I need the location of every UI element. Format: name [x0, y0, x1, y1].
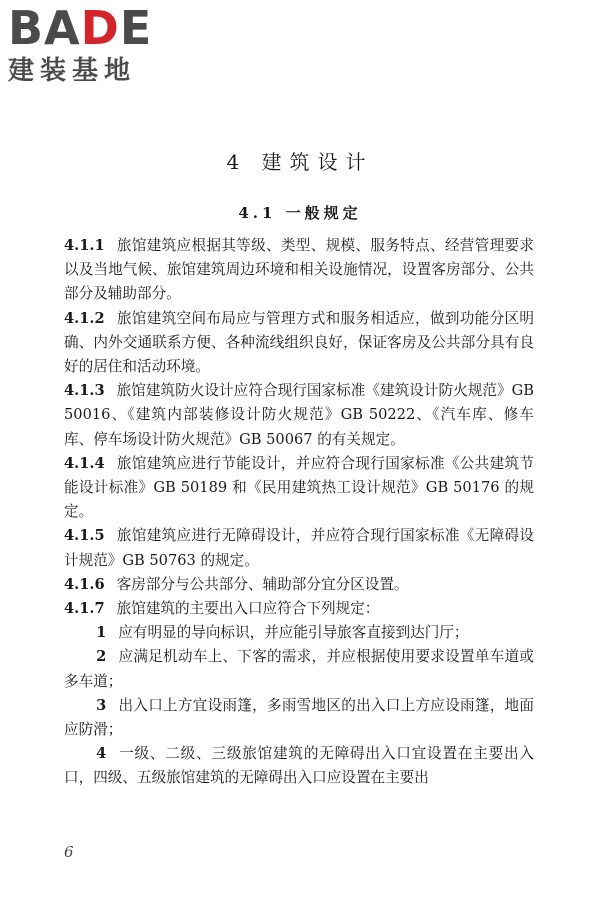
page-number: 6 [64, 843, 74, 861]
item-number: 4 [96, 745, 107, 763]
list-item [64, 645, 534, 693]
clause-4-1-1 [64, 234, 534, 307]
bade-logo [8, 1, 178, 90]
item-text: 出入口上方宜设雨篷，多雨雪地区的出入口上方应设雨篷，地面应防滑； [64, 696, 534, 739]
clause-number: 4.1.6 [64, 575, 105, 593]
document-body [64, 234, 534, 791]
clause-text: 旅馆建筑应进行节能设计，并应符合现行国家标准《公共建筑节能设计标准》GB 50189 和《民用建筑热工设计规范》GB 50176 的规定。 [64, 454, 534, 521]
clause-text: 旅馆建筑的主要出入口应符合下列规定： [116, 600, 380, 618]
logo-wordmark [8, 1, 178, 55]
logo-word-left: BA [8, 1, 81, 55]
item-number: 2 [96, 648, 107, 666]
item-number: 3 [96, 696, 107, 714]
clause-number: 4.1.1 [64, 237, 105, 254]
list-item [64, 621, 534, 645]
item-text: 应满足机动车上、下客的需求，并应根据使用要求设置单车道或多车道； [64, 648, 534, 690]
logo-word-accent: D [80, 1, 120, 55]
clause-number: 4.1.7 [64, 600, 105, 618]
clause-text: 客房部分与公共部分、辅助部分宜分区设置。 [116, 575, 409, 593]
clause-4-1-3 [64, 379, 534, 452]
list-item [64, 694, 534, 742]
clause-4-1-4 [64, 452, 534, 525]
section-title: 4.1 一般规定 [238, 204, 362, 222]
item-text: 应有明显的导向标识，并应能引导旅客直接到达门厅； [118, 624, 469, 642]
clause-4-1-5 [64, 524, 534, 572]
clause-number: 4.1.5 [64, 527, 105, 545]
clause-text: 旅馆建筑防火设计应符合现行国家标准《建筑设计防火规范》GB 50016、《建筑内部装修设计防火规范》GB 50222、《汽车库、修车库、停车场设计防火规范》GB 50067 的有关规定。 [64, 382, 534, 448]
list-item [64, 742, 534, 790]
clause-4-1-7 [64, 597, 534, 621]
item-number: 1 [96, 624, 107, 642]
clause-text: 旅馆建筑应根据其等级、类型、规模、服务特点、经营管理要求以及当地气候、旅馆建筑周边环境和相关设施情况，设置客房部分、公共部分及辅助部分。 [64, 237, 534, 303]
logo-word-right: E [119, 1, 153, 55]
item-text: 一级、二级、三级旅馆建筑的无障碍出入口宜设置在主要出入口，四级、五级旅馆建筑的无障碍出入口应设置在主要出 [64, 745, 534, 787]
clause-4-1-6 [64, 573, 534, 597]
chapter-title: 4 建筑设计 [226, 150, 374, 174]
clause-text: 旅馆建筑应进行无障碍设计，并应符合现行国家标准《无障碍设计规范》GB 50763 的规定。 [64, 527, 534, 569]
clause-number: 4.1.2 [64, 309, 105, 327]
clause-text: 旅馆建筑空间布局应与管理方式和服务相适应，做到功能分区明确、内外交通联系方便、各种流线组织良好，保证客房及公共部分具有良好的居住和活动环境。 [64, 309, 534, 376]
logo-subtitle: 建装基地 [8, 56, 137, 86]
clause-number: 4.1.3 [64, 382, 105, 400]
clause-4-1-2 [64, 307, 534, 380]
clause-number: 4.1.4 [64, 454, 105, 472]
